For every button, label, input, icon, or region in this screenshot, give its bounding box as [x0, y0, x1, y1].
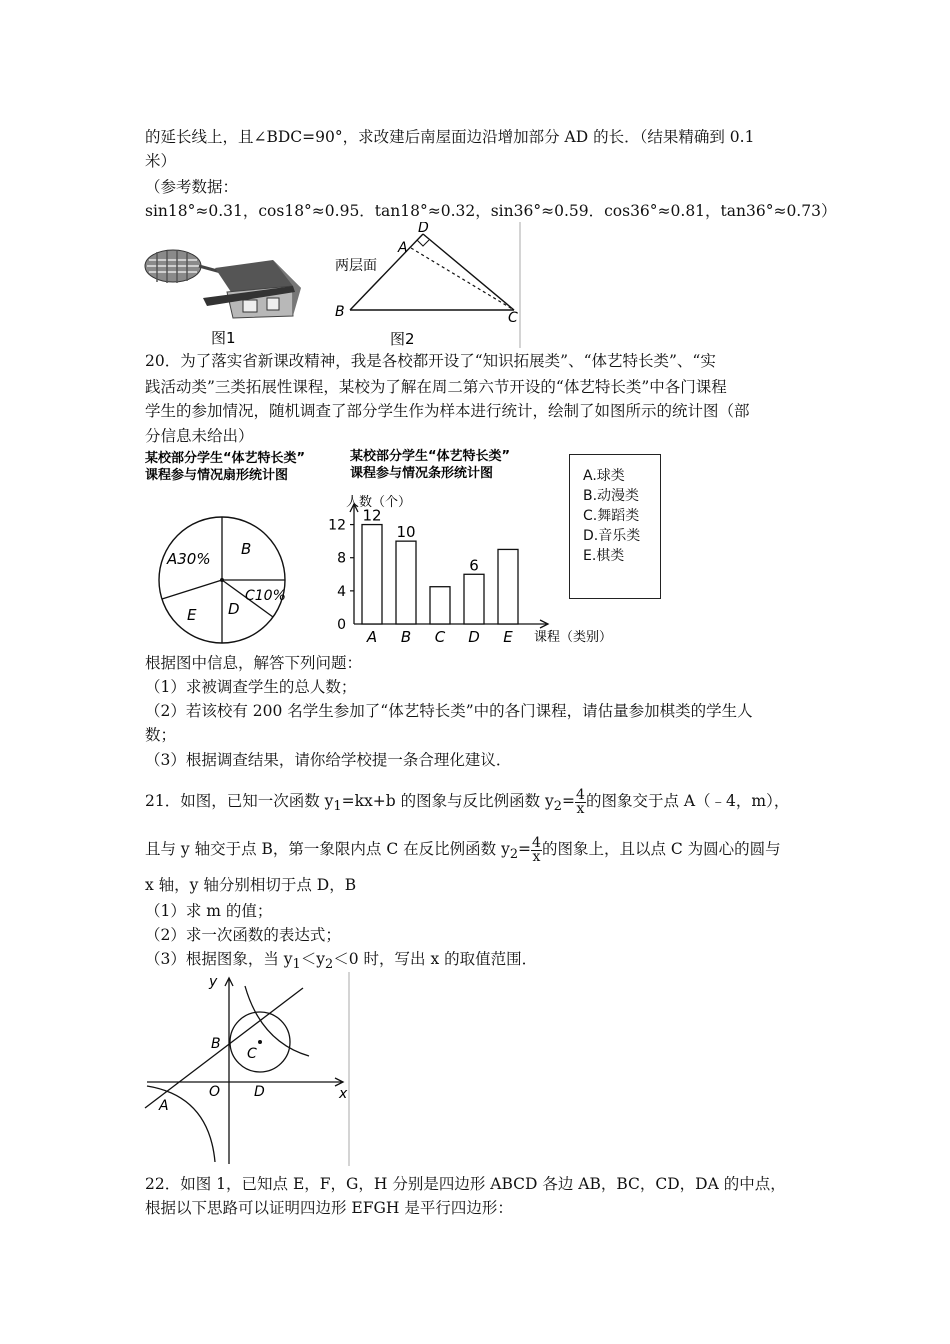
q19-line-3: （参考数据： [145, 178, 239, 196]
q21-line-4: （1）求 m 的值； [145, 902, 273, 920]
q21-line-3: x 轴，y 轴分别相切于点 D，B [145, 876, 357, 894]
q21-l1-text-b: =kx+b 的图象与反比例函数 y [341, 792, 554, 810]
pie-title-line-1: 某校部分学生“体艺特长类” [145, 451, 306, 466]
q21-l2-text-a: 且与 y 轴交于点 B，第一象限内点 C 在反比例函数 y [145, 840, 510, 858]
fraction-denominator-2: x [532, 848, 541, 865]
bar-b [396, 541, 416, 624]
center-c-dot [258, 1040, 262, 1044]
pie-label-a: A30% [167, 550, 211, 568]
legend-item-b: B.动漫类 [583, 488, 640, 504]
y-tick-label: 8 [337, 550, 346, 567]
legend-item-c: C.舞蹈类 [583, 508, 640, 524]
legend-item-a: A.球类 [583, 468, 625, 484]
y-axis-title: 人数（个） [346, 495, 412, 510]
linear-function-line [145, 988, 303, 1108]
point-a-label: A [159, 1098, 169, 1114]
category-label: A [366, 628, 378, 646]
origin-label: O [209, 1084, 221, 1100]
q21-l2-text-c: 的图象上，且以点 C 为圆心的圆与 [541, 840, 781, 858]
q19-line-2: 米） [145, 152, 177, 170]
q21-l6-text-a: （3）根据图象，当 y [145, 950, 293, 968]
q20-line-4: 分信息未给出） [145, 427, 254, 445]
q21-l6-text-b: ＜y [300, 950, 326, 968]
fig1-caption: 图1 [211, 329, 236, 347]
point-b-label: B [335, 304, 345, 320]
point-b-label: B [211, 1036, 221, 1052]
bar-value-label: 12 [362, 506, 382, 525]
q20-line-3: 学生的参加情况，随机调查了部分学生作为样本进行统计，绘制了如图所示的统计图（部 [145, 402, 750, 420]
sub-2b: 2 [509, 847, 519, 863]
bar-e [498, 549, 518, 624]
pie-label-b: B [241, 540, 252, 558]
right-angle-mark [417, 240, 429, 246]
fraction-numerator-2: 4 [532, 834, 541, 851]
pie-title-line-2: 课程参与情况扇形统计图 [145, 468, 289, 483]
category-label: E [503, 628, 513, 646]
fraction-4-over-x-2 [531, 834, 542, 865]
bar-title-line-2: 课程参与情况条形统计图 [350, 466, 494, 481]
segment-dc [423, 234, 514, 310]
q20-line-2: 践活动类”三类拓展性课程，某校为了解在周二第六节开设的“体艺特长类”中各门课程 [145, 378, 727, 396]
category-label: C [434, 628, 446, 646]
legend-item-d: D.音乐类 [583, 528, 641, 544]
bar-a [362, 525, 382, 624]
sub-2c: 2 [325, 957, 334, 973]
y-tick-label: 4 [337, 583, 346, 600]
q21-l1-equals: = [562, 792, 576, 810]
sub-1c: 1 [292, 957, 301, 973]
roof-tile-closeup [145, 250, 201, 283]
house-figure [143, 226, 303, 348]
fraction-numerator: 4 [576, 786, 585, 803]
q21-line-5: （2）求一次函数的表达式； [145, 926, 341, 944]
q20-after-3: （2）若该校有 200 名学生参加了“体艺特长类”中的各门课程，请估量参加棋类的学生人 [145, 702, 753, 720]
house-drawing [203, 260, 301, 318]
bar-d [464, 574, 484, 624]
q22-line-2: 根据以下思路可以证明四边形 EFGH 是平行四边形： [145, 1199, 513, 1217]
bar-value-label: 10 [396, 523, 416, 542]
legend-box [569, 454, 661, 599]
pie-divider-e-a [162, 580, 222, 599]
point-d-label: D [418, 222, 429, 236]
q21-line-1 [145, 786, 789, 822]
function-graph [143, 972, 353, 1167]
q20-after-1: 根据图中信息，解答下列问题： [145, 654, 363, 672]
q22-line-1: 22．如图 1，已知点 E，F，G，H 分别是四边形 ABCD 各边 AB，BC，CD，DA 的中点， [145, 1175, 786, 1193]
category-label: B [400, 628, 412, 646]
pie-chart [143, 448, 318, 656]
q21-l1-text-d: 的图象交于点 A（﹣4，m）， [585, 792, 790, 810]
triangle-figure [330, 222, 525, 350]
pie-label-d: D [228, 600, 240, 618]
q21-l1-text-a: 21．如图，已知一次函数 y [145, 792, 334, 810]
q21-line-2 [145, 834, 781, 870]
hyperbola-branch-3 [147, 1086, 215, 1162]
sub-2: 2 [553, 799, 563, 815]
pie-label-c: C10% [245, 588, 286, 604]
q21-l6-text-c: ＜0 时，写出 x 的取值范围． [333, 950, 538, 968]
fig2-label: 两层面 [335, 258, 377, 274]
q19-line-1: 的延长线上，且∠BDC=90°，求改建后南屋面边沿增加部分 AD 的长．（结果精确到 0.1 [145, 128, 755, 146]
fraction-denominator: x [576, 800, 585, 817]
x-axis-title: 课程（类别） [534, 630, 613, 645]
bar-marks [362, 507, 518, 646]
pie-center [220, 578, 224, 582]
q19-line-4: sin18°≈0.31，cos18°≈0.95．tan18°≈0.32，sin36°≈0.59．cos36°≈0.81，tan36°≈0.73） [145, 202, 837, 220]
fig2-caption: 图2 [390, 330, 415, 348]
bar-c [430, 587, 450, 624]
point-c-label: C [247, 1046, 257, 1062]
point-d-label: D [254, 1084, 265, 1100]
y-tick-label: 12 [328, 517, 346, 534]
x-axis-label: x [339, 1086, 348, 1102]
q20-after-5: （3）根据调查结果，请你给学校提一条合理化建议． [145, 751, 512, 769]
sub-1: 1 [333, 799, 342, 815]
category-label: D [468, 628, 480, 646]
y-axis-label: y [209, 974, 218, 990]
legend-item-e: E.棋类 [583, 548, 625, 564]
q20-after-4: 数； [145, 726, 177, 744]
fraction-4-over-x [575, 786, 586, 817]
y-tick-label: 0 [337, 617, 346, 633]
q21-l2-equals: = [518, 840, 532, 858]
pie-label-e: E [187, 606, 197, 624]
q20-line-1: 20．为了落实省新课改精神，我是各校都开设了“知识拓展类”、“体艺特长类”、“实 [145, 352, 716, 370]
bar-title-line-1: 某校部分学生“体艺特长类” [350, 449, 511, 464]
bar-value-label: 6 [469, 556, 479, 575]
point-a-label: A [398, 240, 408, 256]
segment-ac-dashed [411, 248, 514, 310]
q20-after-2: （1）求被调查学生的总人数； [145, 678, 357, 696]
point-c-label: C [508, 310, 518, 326]
